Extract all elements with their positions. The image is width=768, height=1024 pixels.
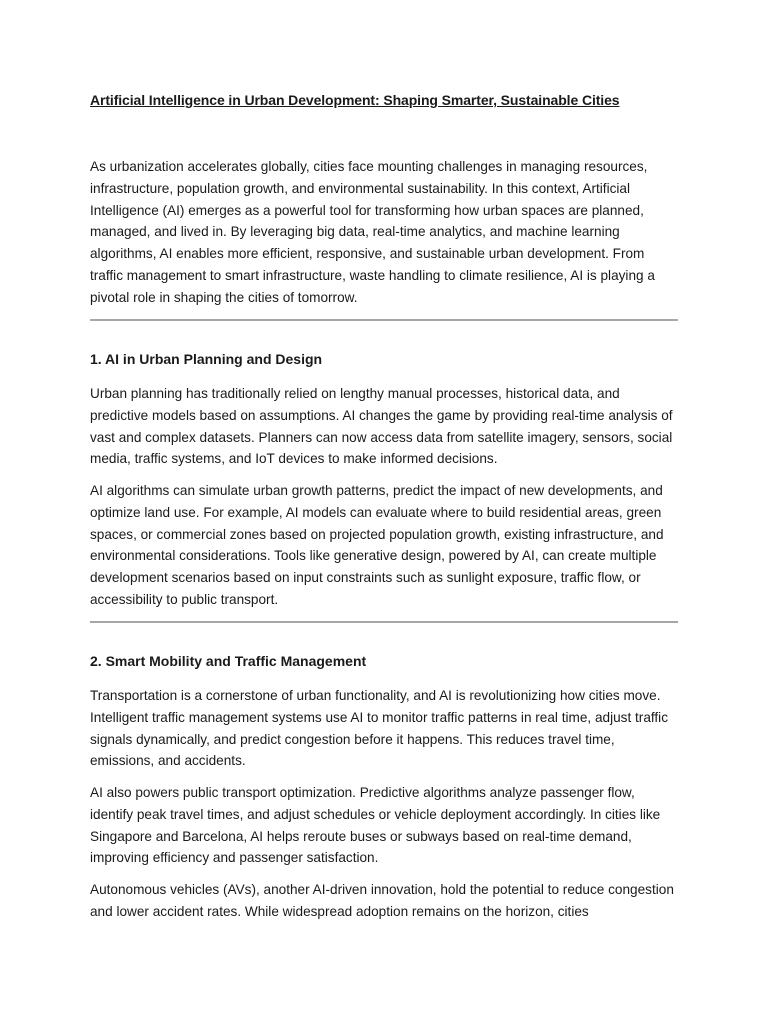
section-1-paragraph-2: AI algorithms can simulate urban growth patterns, predict the impact of new developments, and optimize land use. For example, AI models can evaluate where to build residential areas, green spaces, or commercial zones based on projected population growth, existing infrastructure, and environmental considerations. Tools like generative design, powered by AI, can create multiple development scenarios based on input constraints such as sunlight exposure, traffic flow, or accessibility to public transport. (90, 483, 664, 607)
section-2-paragraph-2: AI also powers public transport optimization. Predictive algorithms analyze passenger flow, identify peak travel times, and adjust schedules or vehicle deployment accordingly. In cities like Singapore and Barcelona, AI helps reroute buses or subways based on real-time demand, improving efficiency and passenger satisfaction. (90, 785, 661, 866)
section-1-paragraph-1: Urban planning has traditionally relied on lengthy manual processes, historical data, and predictive models based on assumptions. AI changes the game by providing real-time analysis of vast and complex datasets. Planners can now access data from satellite imagery, sensors, social media, traffic systems, and IoT devices to make informed decisions. (90, 386, 673, 467)
section-divider (90, 319, 678, 321)
intro-paragraph: As urbanization accelerates globally, cities face mounting challenges in managing resources, infrastructure, population growth, and environmental sustainability. In this context, Artificial Intelligence (AI) emerges as a powerful tool for transforming how urban spaces are planned, managed, and lived in. By leveraging big data, real-time analytics, and machine learning algorithms, AI enables more efficient, responsive, and sustainable urban development. From traffic management to smart infrastructure, waste handling to climate resilience, AI is playing a pivotal role in shaping the cities of tomorrow. (90, 159, 655, 305)
document-title: Artificial Intelligence in Urban Development: Shaping Smarter, Sustainable Cities (90, 92, 620, 108)
section-2-paragraph-3: Autonomous vehicles (AVs), another AI-driven innovation, hold the potential to reduce congestion and lower accident rates. While widespread adoption remains on the horizon, cities (90, 882, 674, 919)
section-divider (90, 621, 678, 623)
section-1-heading: 1. AI in Urban Planning and Design (90, 351, 323, 367)
section-2-heading: 2. Smart Mobility and Traffic Management (90, 653, 367, 669)
section-2-paragraph-1: Transportation is a cornerstone of urban functionality, and AI is revolutionizing how cities move. Intelligent traffic management systems use AI to monitor traffic patterns in real time, adjust traffic signals dynamically, and predict congestion before it happens. This reduces travel time, emissions, and accidents. (90, 688, 668, 769)
